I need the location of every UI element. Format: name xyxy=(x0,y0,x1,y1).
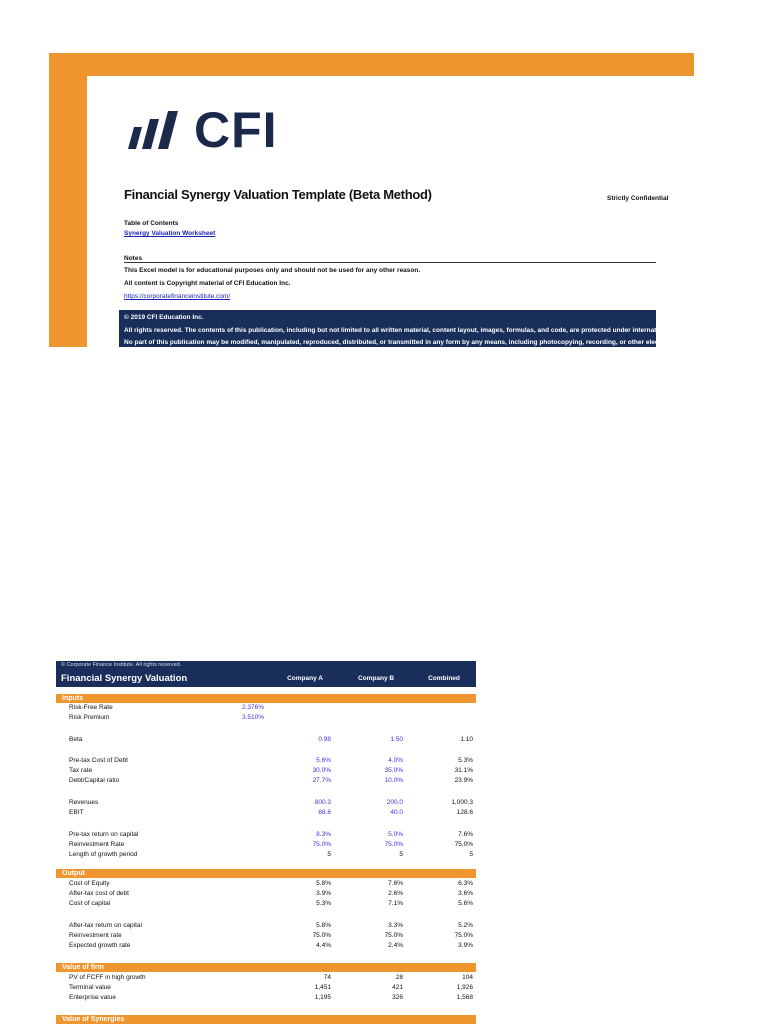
cell[interactable]: 3.9% xyxy=(316,890,331,897)
table-row xyxy=(56,756,476,765)
cell[interactable]: 5.3% xyxy=(458,757,473,764)
cell[interactable]: 6.3% xyxy=(458,880,473,887)
cell[interactable]: 3.6% xyxy=(458,890,473,897)
cell[interactable]: 3.510% xyxy=(241,714,264,721)
cell[interactable]: 1.50 xyxy=(390,736,403,743)
table-row xyxy=(56,703,476,712)
row-label: Risk-Free Rate xyxy=(69,704,113,711)
section-output xyxy=(56,869,476,878)
cell[interactable]: 2.376% xyxy=(241,704,264,711)
table-row xyxy=(56,840,476,849)
row-label: After-tax return on capital xyxy=(69,922,142,929)
column-header-company-b: Company B xyxy=(357,675,395,682)
cell[interactable]: 1,926 xyxy=(456,984,473,991)
note-copyright: All content is Copyright material of CFI Education Inc. xyxy=(124,280,291,287)
row-label: Expected growth rate xyxy=(69,942,131,949)
cell[interactable]: 28 xyxy=(395,974,403,981)
cell[interactable]: 5.6% xyxy=(316,757,331,764)
cell[interactable]: 3.9% xyxy=(458,942,473,949)
cfi-website-link[interactable]: https://corporatefinanceinstitute.com/ xyxy=(124,293,231,300)
table-row xyxy=(56,973,476,982)
notes-label: Notes xyxy=(124,255,143,262)
synergy-worksheet xyxy=(56,661,476,1024)
section-label: Value of Synergies xyxy=(62,1016,125,1023)
table-row xyxy=(56,921,476,930)
section-value-of-firm xyxy=(56,963,476,972)
cell[interactable]: 800.3 xyxy=(314,799,331,806)
cell[interactable]: 1,195 xyxy=(314,994,331,1001)
cell[interactable]: 1,451 xyxy=(314,984,331,991)
cell[interactable]: 40.0 xyxy=(390,809,403,816)
table-row xyxy=(56,808,476,817)
toc-link-worksheet[interactable]: Synergy Valuation Worksheet xyxy=(124,230,216,237)
row-label: PV of FCFF in high growth xyxy=(69,974,146,981)
row-label: Pre-tax Cost of Debt xyxy=(69,757,128,764)
table-row xyxy=(56,798,476,807)
cell[interactable]: 10.0% xyxy=(384,777,403,784)
worksheet-copyright: © Corporate Finance Institute. All rights reserved. xyxy=(61,662,182,668)
table-row xyxy=(56,993,476,1002)
row-label: Beta xyxy=(69,736,83,743)
cell[interactable]: 7.6% xyxy=(388,880,403,887)
cfi-slash-mark-icon xyxy=(126,109,188,151)
cell[interactable]: 30.0% xyxy=(312,767,331,774)
cell[interactable]: 5.6% xyxy=(458,900,473,907)
cell[interactable]: 75.0% xyxy=(454,932,473,939)
table-row xyxy=(56,830,476,839)
copyright-line-3: No part of this publication may be modified, manipulated, reproduced, distributed, or transmitted in any form by any means, including photocopying, recording, or other electronic or mechanical methods, xyxy=(124,339,753,346)
row-label: Cost of Equity xyxy=(69,880,110,887)
confidential-label: Strictly Confidential xyxy=(607,195,669,202)
row-label: EBIT xyxy=(69,809,84,816)
cell[interactable]: 3.3% xyxy=(388,922,403,929)
cell[interactable]: 75.0% xyxy=(454,841,473,848)
row-label: After-tax cost of debt xyxy=(69,890,129,897)
cell[interactable]: 2.6% xyxy=(388,890,403,897)
row-label: Reinvestment rate xyxy=(69,932,122,939)
cell[interactable]: 75.0% xyxy=(384,841,403,848)
cell[interactable]: 5.3% xyxy=(316,900,331,907)
table-row xyxy=(56,713,476,722)
cell[interactable]: 1.10 xyxy=(460,736,473,743)
cell[interactable]: 75.0% xyxy=(312,841,331,848)
cell[interactable]: 7.1% xyxy=(388,900,403,907)
cell[interactable]: 7.6% xyxy=(458,831,473,838)
cfi-logo xyxy=(126,102,278,158)
row-label: Risk Premium xyxy=(69,714,110,721)
row-label: Enterprise value xyxy=(69,994,116,1001)
cell[interactable]: 2.4% xyxy=(388,942,403,949)
cell[interactable]: 8.3% xyxy=(316,831,331,838)
table-row xyxy=(56,850,476,859)
column-header-combined: Combined xyxy=(428,675,460,682)
cell[interactable]: 421 xyxy=(392,984,403,991)
copyright-line-1: © 2019 CFI Education Inc. xyxy=(124,314,204,321)
table-row xyxy=(56,899,476,908)
cover-left-band xyxy=(49,53,87,347)
cell[interactable]: 23.9% xyxy=(454,777,473,784)
cell[interactable]: 4.0% xyxy=(388,757,403,764)
cell[interactable]: 5.8% xyxy=(316,880,331,887)
row-label: Pre-tax return on capital xyxy=(69,831,139,838)
toc-label: Table of Contents xyxy=(124,220,179,227)
logo-text: CFI xyxy=(194,102,278,158)
cell[interactable]: 200.0 xyxy=(386,799,403,806)
worksheet-header xyxy=(56,661,476,687)
row-label: Reinvestment Rate xyxy=(69,841,125,848)
note-educational: This Excel model is for educational purposes only and should not be used for any other reason. xyxy=(124,267,421,274)
cell[interactable]: 5 xyxy=(399,851,403,858)
cell[interactable]: 27.7% xyxy=(312,777,331,784)
cell[interactable]: 5.2% xyxy=(458,922,473,929)
table-row xyxy=(56,941,476,950)
cover-top-band xyxy=(49,53,694,76)
row-label: Debt/Capital ratio xyxy=(69,777,120,784)
cell[interactable]: 104 xyxy=(462,974,473,981)
copyright-box xyxy=(119,310,768,347)
table-row xyxy=(56,766,476,775)
cell[interactable]: 31.1% xyxy=(454,767,473,774)
cell[interactable]: 88.6 xyxy=(318,809,331,816)
row-label: Tax rate xyxy=(69,767,93,774)
row-label: Terminal value xyxy=(69,984,111,991)
cell[interactable]: 128.6 xyxy=(456,809,473,816)
cell[interactable]: 5.8% xyxy=(316,922,331,929)
row-label: Cost of capital xyxy=(69,900,111,907)
table-row xyxy=(56,879,476,888)
copyright-line-2: All rights reserved. The contents of this publication, including but not limited to all written material, content layout, images, formulas, and code, are protected under international copyright and trademark laws. xyxy=(124,327,768,334)
section-inputs xyxy=(56,694,476,703)
table-row xyxy=(56,931,476,940)
cell[interactable]: 75.0% xyxy=(312,932,331,939)
cell[interactable]: 0.98 xyxy=(318,736,331,743)
section-label: Inputs xyxy=(62,695,83,702)
cell[interactable]: 35.0% xyxy=(384,767,403,774)
worksheet-title: Financial Synergy Valuation xyxy=(61,673,188,684)
cell[interactable]: 5 xyxy=(327,851,331,858)
row-label: Length of growth period xyxy=(69,851,138,858)
notes-divider xyxy=(124,262,656,263)
cell[interactable]: 74 xyxy=(323,974,331,981)
table-row xyxy=(56,889,476,898)
table-row xyxy=(56,735,476,744)
cell[interactable]: 326 xyxy=(392,994,403,1001)
section-value-of-synergies xyxy=(56,1015,476,1024)
cell[interactable]: 75.0% xyxy=(384,932,403,939)
cell[interactable]: 1,568 xyxy=(456,994,473,1001)
column-header-company-a: Company A xyxy=(287,675,323,682)
row-label: Revenues xyxy=(69,799,99,806)
section-label: Output xyxy=(62,870,85,877)
document-title: Financial Synergy Valuation Template (Beta Method) xyxy=(124,187,432,202)
section-label: Value of firm xyxy=(62,964,105,971)
cell[interactable]: 1,000.3 xyxy=(451,799,473,806)
cell[interactable]: 5.0% xyxy=(388,831,403,838)
table-row xyxy=(56,983,476,992)
cell[interactable]: 4.4% xyxy=(316,942,331,949)
cell[interactable]: 5 xyxy=(469,851,473,858)
table-row xyxy=(56,776,476,785)
